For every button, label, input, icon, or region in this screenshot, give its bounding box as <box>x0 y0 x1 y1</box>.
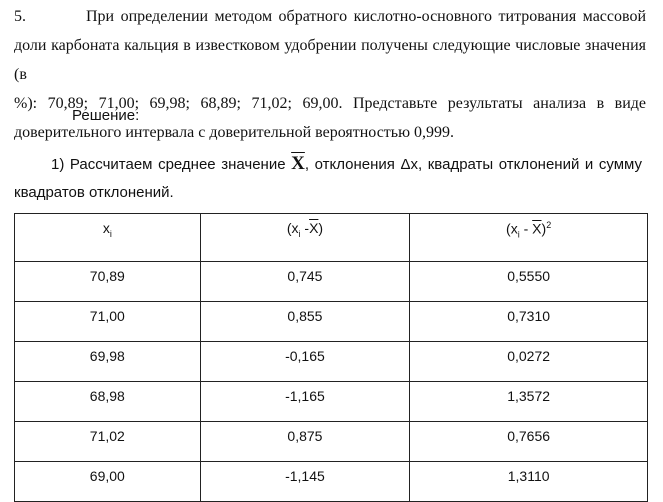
problem-line-4: доверительного интервала с доверительной вероятностью 0,999. <box>14 124 455 141</box>
step-1-text <box>14 150 642 207</box>
cell-xi: 68,98 <box>15 382 201 422</box>
cell-deviation: 0,855 <box>200 302 410 342</box>
cell-xi: 70,89 <box>15 262 201 302</box>
cell-squared: 1,3572 <box>410 382 648 422</box>
cell-xi: 69,00 <box>15 462 201 502</box>
table-row <box>15 462 648 502</box>
cell-deviation: -1,165 <box>200 382 410 422</box>
header-xi: $x_i$ <box>15 214 201 262</box>
cell-deviation: 0,745 <box>200 262 410 302</box>
cell-xi: 71,00 <box>15 302 201 342</box>
header-deviation: ($x_i$ $-\overline{X}$) <box>200 214 410 262</box>
solution-label: Решение: <box>72 107 140 124</box>
cell-squared: 1,3110 <box>410 462 648 502</box>
problem-line-3: %): 70,89; 71,00; 69,98; 68,89; 71,02; 69,00. Представьте результаты анализа в виде <box>14 95 646 112</box>
table-row <box>15 262 648 302</box>
deviation-table <box>14 213 648 502</box>
problem-line-2: доли карбоната кальция в известковом удобрении получены следующие числовые значения (в <box>14 37 646 83</box>
step-1-line-1: 1) Рассчитаем среднее значение $\overline{X}$, отклонения Δx, квадраты отклонений и сумму <box>51 153 642 174</box>
cell-squared: 0,7656 <box>410 422 648 462</box>
cell-xi: 69,98 <box>15 342 201 382</box>
cell-xi: 71,02 <box>15 422 201 462</box>
table-row <box>15 302 648 342</box>
cell-squared: 0,0272 <box>410 342 648 382</box>
cell-deviation: 0,875 <box>200 422 410 462</box>
table-row <box>15 422 648 462</box>
cell-deviation: -1,145 <box>200 462 410 502</box>
mean-symbol: $\overline{X}$ <box>291 153 305 174</box>
table-row <box>15 382 648 422</box>
cell-deviation: -0,165 <box>200 342 410 382</box>
header-squared-deviation: $(x_i - \overline{X})^2$ <box>410 214 648 262</box>
cell-squared: 0,7310 <box>410 302 648 342</box>
cell-squared: 0,5550 <box>410 262 648 302</box>
table-row <box>15 342 648 382</box>
step-1-line-2: квадратов отклонений. <box>14 184 174 201</box>
table-header-row <box>15 214 648 262</box>
problem-line-1: 5. При определении методом обратного кислотно-основного титрования массовой <box>14 2 646 31</box>
problem-number: 5. <box>14 8 26 25</box>
